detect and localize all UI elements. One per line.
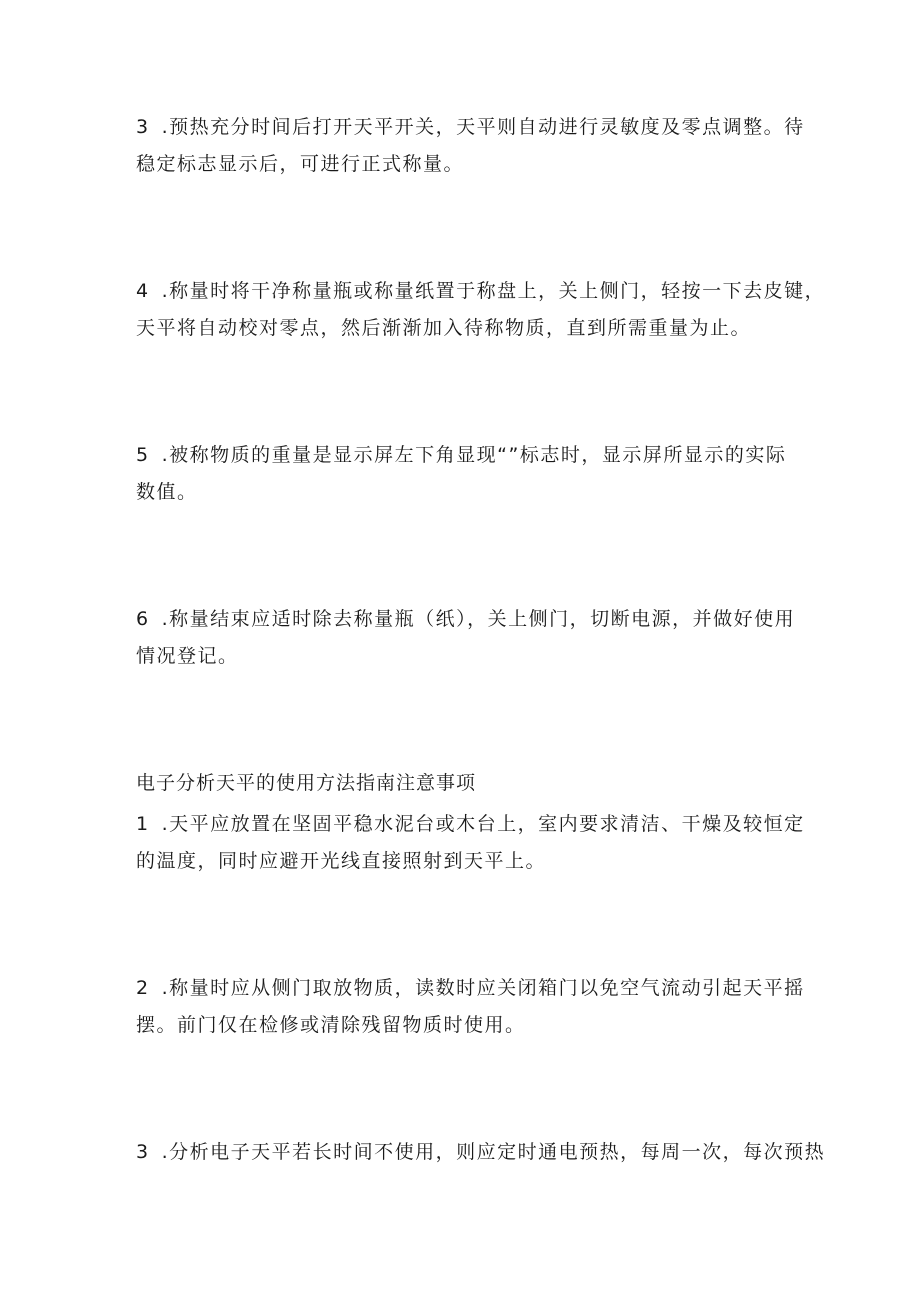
- paragraph-step-6: [136, 601, 796, 675]
- paragraph-line: 情况登记。: [136, 645, 239, 667]
- paragraph-line: [136, 109, 805, 146]
- line-text: .称量结束应适时除去称量瓶（纸），关上侧门，切断电源，并做好使用: [161, 608, 796, 630]
- step-number: 5: [136, 444, 150, 466]
- paragraph-line: 稳定标志显示后，可进行正式称量。: [136, 153, 465, 175]
- step-number: 2: [136, 977, 150, 999]
- line-text: .被称物质的重量是显示屏左下角显现“”标志时，显示屏所显示的实际: [161, 444, 787, 466]
- paragraph-step-4: [136, 273, 826, 347]
- paragraph-line: 数值。: [136, 481, 198, 503]
- paragraph-note-3: [136, 1134, 826, 1171]
- paragraph-line: [136, 273, 826, 310]
- paragraph-line: 的温度，同时应避开光线直接照射到天平上。: [136, 850, 547, 872]
- paragraph-line: [136, 1134, 826, 1171]
- paragraph-line: 摆。前门仅在检修或清除残留物质时使用。: [136, 1014, 526, 1036]
- step-number: 4: [136, 280, 150, 302]
- paragraph-note-2: [136, 970, 805, 1044]
- paragraph-step-3: [136, 109, 805, 183]
- paragraph-line: [136, 437, 796, 474]
- line-text: .天平应放置在坚固平稳水泥台或木台上，室内要求清洁、干燥及较恒定: [161, 813, 805, 835]
- step-number: 6: [136, 608, 150, 630]
- section-heading: 电子分析天平的使用方法指南注意事项: [136, 772, 477, 794]
- step-number: 3: [136, 116, 150, 138]
- line-text: .称量时将干净称量瓶或称量纸置于称盘上，关上侧门，轻按一下去皮键，: [161, 280, 826, 302]
- line-text: .预热充分时间后打开天平开关，天平则自动进行灵敏度及零点调整。待: [161, 116, 805, 138]
- paragraph-step-5: [136, 437, 796, 511]
- step-number: 1: [136, 813, 150, 835]
- paragraph-note-1: [136, 806, 805, 880]
- line-text: .分析电子天平若长时间不使用，则应定时通电预热，每周一次，每次预热: [161, 1141, 826, 1163]
- step-number: 3: [136, 1141, 150, 1163]
- paragraph-line: [136, 601, 796, 638]
- paragraph-line: [136, 970, 805, 1007]
- paragraph-line: [136, 806, 805, 843]
- paragraph-line: 天平将自动校对零点，然后渐渐加入待称物质，直到所需重量为止。: [136, 317, 752, 339]
- line-text: .称量时应从侧门取放物质，读数时应关闭箱门以免空气流动引起天平摇: [161, 977, 805, 999]
